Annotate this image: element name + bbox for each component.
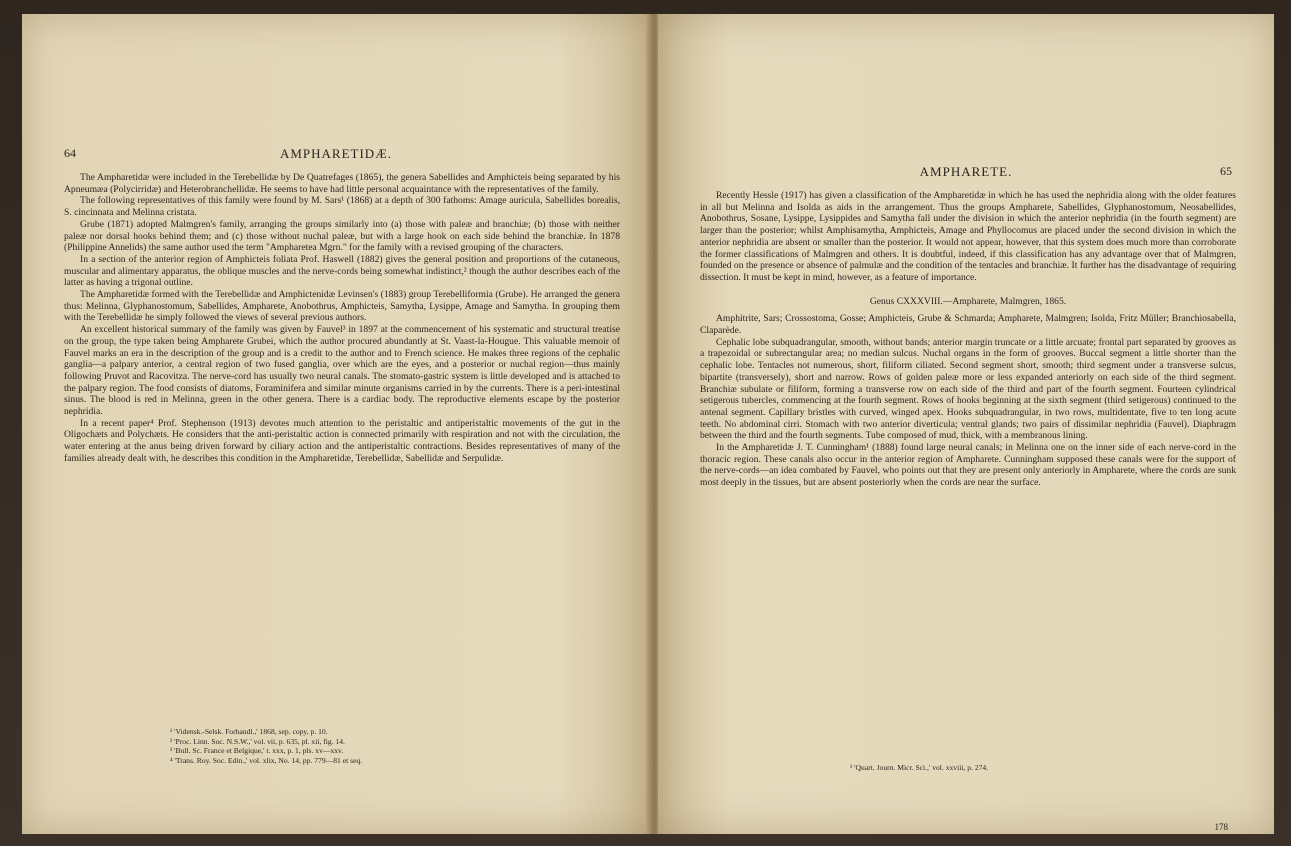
genus-heading: Genus CXXXVIII.—Ampharete, Malmgren, 1865. — [869, 295, 1067, 307]
page-body — [700, 190, 1236, 489]
footnote: ⁴ 'Trans. Roy. Soc. Edin.,' vol. xlix, No. 14, pp. 779—81 et seq. — [170, 755, 363, 765]
paragraph: In the Ampharetidæ J. T. Cunningham¹ (1888) found large neural canals; in Melinna one on the inner side of each nerve-cord in the thoracic region. These canals also occur in the anterior region of Ampharete. Cunningham supposed these canals were for the support of the nerve-cords—an idea combated by Fauvel, who points out that they are present only anteriorly in Ampharete, where the cords are sunk most deeply in the tissues, but are absent posteriorly when the cords are near the surface. — [700, 442, 1236, 489]
right-page — [658, 14, 1274, 834]
paragraph: An excellent historical summary of the family was given by Fauvel³ in 1897 at the commencement of his systematic and structural treatise on the group, the type taken being Ampharete Grubei, which the author procured abundantly at St. Vaast-la-Hougue. This valuable memoir of Fauvel marks an era in the description of the group and is a credit to the author and to French science. He makes three regions of the cephalic ganglia—a palpary anterior, a central region of two fused ganglia, over which are the eyes, and a posterior or nuchal region—thus mainly following Pruvot and Racovitza. The nerve-cord has usually two neural canals. The stomato-gastric system is little developed and is attached to the palpary region. The food consists of diatoms, Foraminifera and similar minute organisms carried in by the currents. There is a peri-intestinal sinus. The blood is red in Melinna, green in the other genera. There is a cardiac body. The reproductive elements escape by the posterior nephridia. — [64, 324, 620, 418]
paragraph: The Ampharetidæ were included in the Terebellidæ by De Quatrefages (1865), the genera Sabellides and Amphicteis being separated by his Apneumæa (Polycirridæ) and Heterobranchellidæ. He seems to have had little personal acquaintance with the representatives of the family. — [64, 172, 620, 195]
running-head: AMPHARETE. — [919, 164, 1013, 179]
paragraph: Amphitrite, Sars; Crossostoma, Gosse; Amphicteis, Grube & Schmarda; Ampharete, Malmgren; Isolda, Fritz Müller; Branchiosabella, Claparède. — [700, 313, 1236, 337]
paragraph: Recently Hessle (1917) has given a classification of the Ampharetidæ in which he has used the nephridia along with the older features in all but Melinna and Isolda as aids in the arrangement. Thus the groups Ampharete, Sabellides, Glyphanostomum, Neosabellides, Anobothrus, Sosane, Lysippe, Lysippides and Samytha fall under the division in which the anterior nephridia (in the fourth segment) are larger than the posterior; whilst Amphisamytha, Amphicteis, Amage and Phyllocomus are placed under the second division in which the anterior nephridia are absent or smaller than the posterior. It would not appear, however, that this system does much more than corroborate the former classifications of Malmgren and others. It is doubtful, indeed, if this classification has any advantage over that of Malmgren, founded on the presence or absence of palmulæ and the condition of the tentacles and branchiæ. It further has the disadvantage of requiring dissection. It must be kept in mind, however, as a feature of importance. — [700, 190, 1236, 283]
signature-mark: 178 — [1214, 822, 1228, 832]
paragraph: Grube (1871) adopted Malmgren's family, arranging the groups similarly into (a) those with paleæ and branchiæ; (b) those with neither paleæ nor dorsal hooks behind them; and (c) those without nuchal paleæ, but with a large hook on each side behind the branchiæ. In 1878 (Philippine Annelids) the same author used the term "Ampharetea Mgrn." for the family with a revised grouping of the characters. — [64, 218, 620, 254]
paragraph: The following representatives of this family were found by M. Sars¹ (1868) at a depth of 300 fathoms: Amage auricula, Sabellides borealis, S. cincinnata and Melinna cristata. — [64, 195, 620, 219]
page-body — [64, 172, 620, 465]
paragraph: The Ampharetidæ formed with the Terebellidæ and Amphictenidæ Levinsen's (1883) group Terebelliformia (Grube). He arranged the genera thus: Melinna, Glyphanostomum, Sabellides, Ampharete, Anobothrus, Amphicteis, Samytha, Lysippe, Amage and Samytha. In grouping them with the Terebellidæ he simply followed the views of several previous authors. — [64, 289, 620, 324]
footnote: ¹ 'Vidensk.-Selsk. Forhandl.,' 1868, sep. copy, p. 10. — [170, 727, 328, 736]
paragraph: In a section of the anterior region of Amphicteis foliata Prof. Haswell (1882) gives the general position and proportions of the cutaneous, muscular and alimentary apparatus, the oblique muscles and the nerve-cords being somewhat indistinct,² though the author describes each of the latter as having a trigonal outline. — [64, 253, 620, 289]
page-number: 65 — [1220, 164, 1232, 178]
footnote: ³ 'Bull. Sc. France et Belgique,' t. xxx, p. 1, pls. xv—xxv. — [170, 746, 344, 756]
paragraph: Cephalic lobe subquadrangular, smooth, without bands; anterior margin truncate or a little arcuate; frontal part separated by grooves as a trapezoidal or subrectangular area; no median sulcus. Nuchal organs in the form of grooves. Buccal segment a little shorter than the cephalic lobe. Tentacles not numerous, short, filiform ciliated. Second segment short, smooth; third segment under a transverse sulcus, bipartite (transversely), short and narrow. Rows of golden paleæ more or less expanded anteriorly on each side of the third segment. Branchiæ subulate or filiform, forming a transverse row on each side of the third and part of the fourth segment. Fourteen cylindrical setigerous tubercles, commencing at the fourth segment. Rows of hooks beginning at the sixth segment (third setigerous) continued to the antenal segment. Capillary bristles with curved, winged apex. Hooks subquadrangular, in two rows, multidentate, five to ten long acute teeth. No abdominal cirri. Stomach with two anterior diverticula; ventral glands; two pairs of dissimilar nephridia (Fauvel). Diaphragm between the third and the fourth segments. Tube composed of mud, thick, with a membranous lining. — [700, 336, 1236, 442]
running-head: AMPHARETIDÆ. — [279, 146, 393, 161]
footnotes — [850, 763, 1230, 773]
footnote: ¹ 'Quart. Journ. Micr. Sci.,' vol. xxviii, p. 274. — [850, 763, 989, 772]
paragraph: In a recent paper⁴ Prof. Stephenson (1913) devotes much attention to the peristaltic and antiperistaltic movements of the gut in the Oligochæts and Polychæts. He considers that the anti-peristaltic action is connected primarily with respiration and not with the circulation, the water entering at the anus being driven forward by ciliary action and the antiperistaltic contractions. Besides representatives of many of the families already dealt with, he describes this condition in the Ampharetidæ, Terebellidæ, Sabellidæ and Serpulidæ. — [64, 417, 620, 464]
page-number: 64 — [64, 146, 76, 160]
footnote: ² 'Proc. Linn. Soc. N.S.W.,' vol. vii, p. 635, pl. xii, fig. 14. — [170, 736, 345, 746]
left-page — [22, 14, 650, 834]
footnotes — [170, 727, 610, 765]
